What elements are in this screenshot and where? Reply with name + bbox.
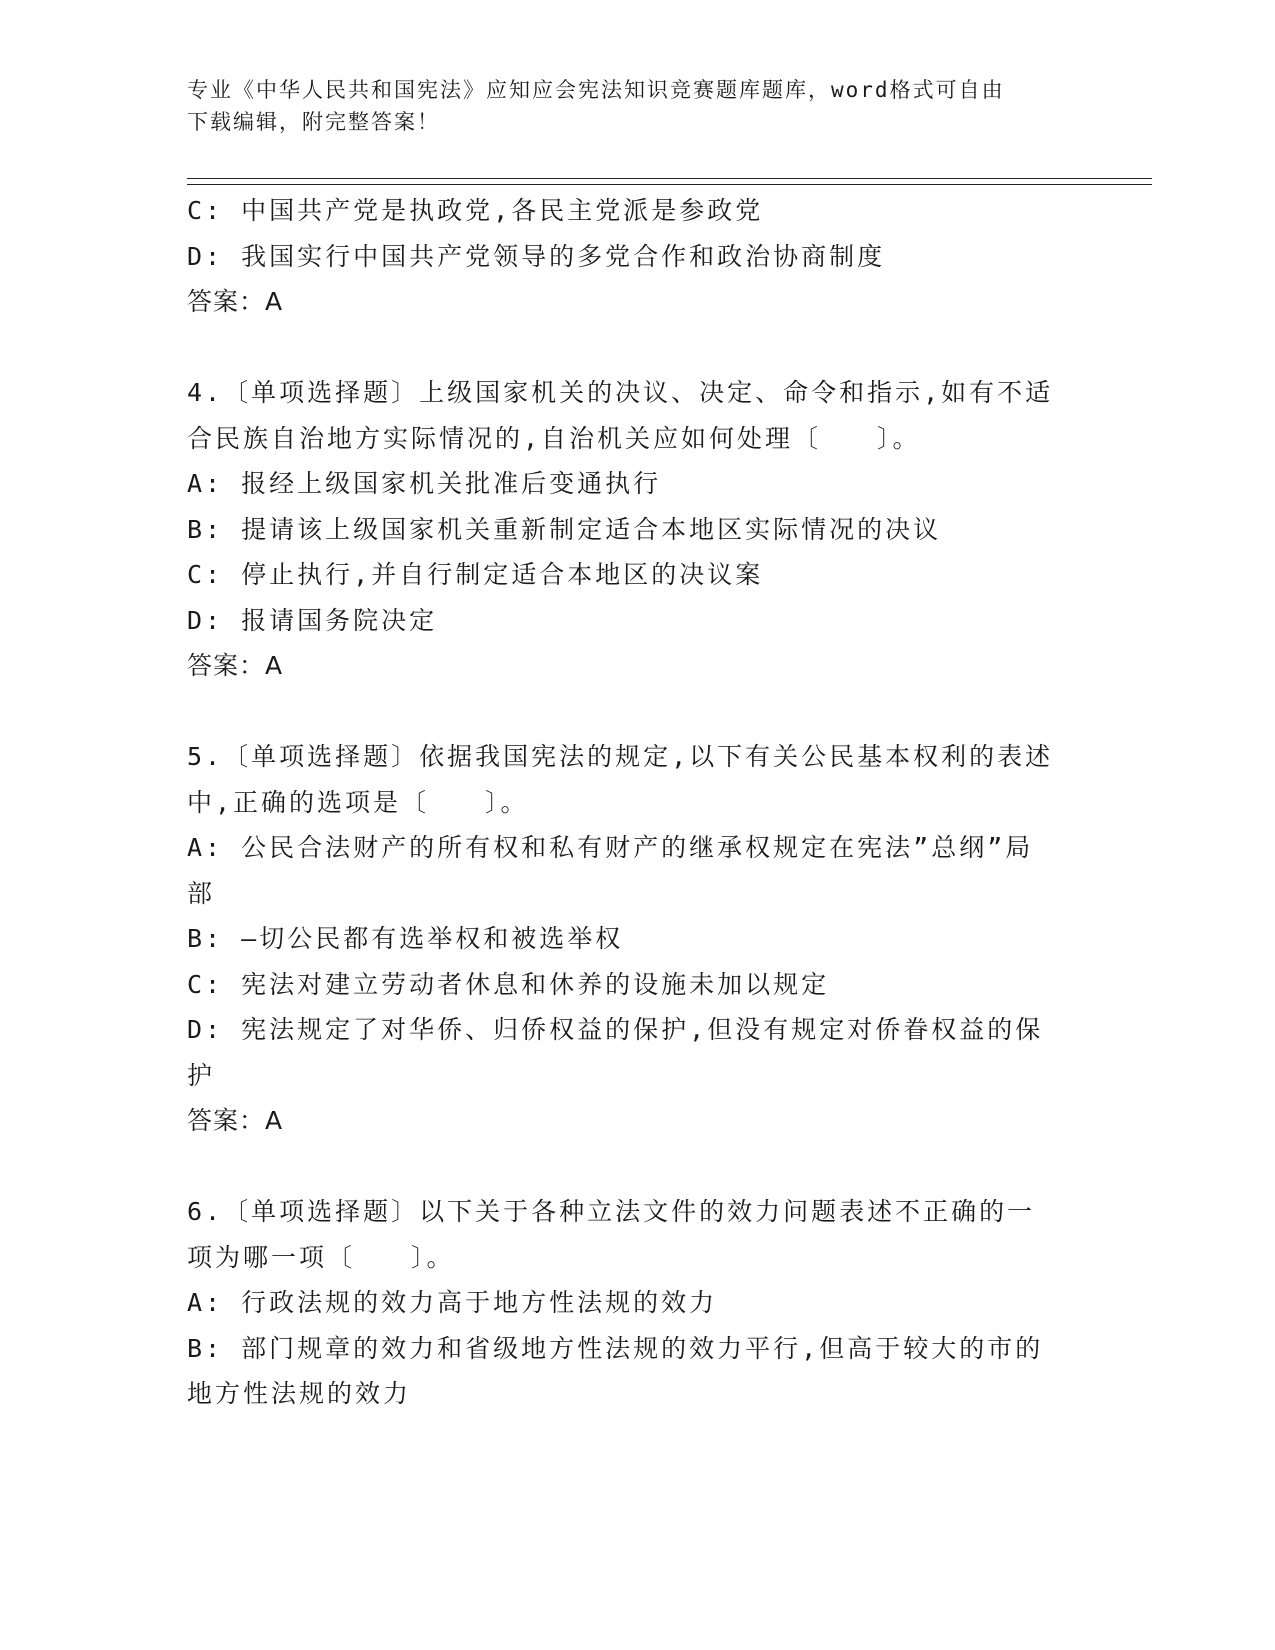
q5-option-c: C: 宪法对建立劳动者休息和休养的设施未加以规定 (187, 969, 830, 999)
q4-stem-line-2: 合民族自治地方实际情况的,自治机关应如何处理〔 〕。 (187, 423, 921, 453)
q5-answer: 答案：A (187, 1106, 284, 1135)
document-header (187, 74, 1067, 138)
q5-option-b: B: —切公民都有选举权和被选举权 (187, 924, 624, 953)
question-4 (187, 370, 1087, 689)
q3-answer: 答案：A (187, 287, 284, 316)
document-body (187, 188, 1087, 1417)
header-line-2: 下载编辑，附完整答案！ (187, 110, 440, 134)
question-3-continued (187, 188, 1087, 325)
q3-option-d: D: 我国实行中国共产党领导的多党合作和政治协商制度 (187, 241, 886, 271)
q5-option-d-line-1: D: 宪法规定了对华侨、归侨权益的保护,但没有规定对侨眷权益的保 (187, 1015, 1044, 1044)
q4-answer: 答案：A (187, 651, 284, 680)
q6-option-b-line-2: 地方性法规的效力 (187, 1379, 412, 1408)
q5-option-a-line-1: A: 公民合法财产的所有权和私有财产的继承权规定在宪法”总纲”局 (187, 833, 1034, 862)
q5-option-a-line-2: 部 (187, 878, 216, 908)
header-divider-top (187, 178, 1152, 179)
q5-option-d-line-2: 护 (187, 1060, 216, 1090)
q4-option-b: B: 提请该上级国家机关重新制定适合本地区实际情况的决议 (187, 514, 942, 544)
q4-stem-line-1: 4.〔单项选择题〕上级国家机关的决议、决定、命令和指示,如有不适 (187, 378, 1054, 407)
q6-option-a: A: 行政法规的效力高于地方性法规的效力 (187, 1288, 718, 1317)
q5-stem-line-2: 中,正确的选项是〔 〕。 (187, 787, 529, 817)
q6-option-b-line-1: B: 部门规章的效力和省级地方性法规的效力平行,但高于较大的市的 (187, 1333, 1044, 1363)
q6-stem-line-1: 6.〔单项选择题〕以下关于各种立法文件的效力问题表述不正确的一 (187, 1197, 1036, 1226)
q4-option-c: C: 停止执行,并自行制定适合本地区的决议案 (187, 560, 764, 589)
q5-stem-line-1: 5.〔单项选择题〕依据我国宪法的规定,以下有关公民基本权利的表述 (187, 742, 1054, 771)
q4-option-d: D: 报请国务院决定 (187, 605, 438, 635)
header-line-1: 专业《中华人民共和国宪法》应知应会宪法知识竞赛题库题库，word格式可自由 (187, 78, 1005, 102)
question-5 (187, 734, 1087, 1144)
question-6 (187, 1189, 1087, 1417)
q6-stem-line-2: 项为哪一项〔 〕。 (187, 1242, 455, 1272)
q4-option-a: A: 报经上级国家机关批准后变通执行 (187, 469, 662, 498)
q3-option-c: C: 中国共产党是执政党,各民主党派是参政党 (187, 196, 764, 225)
header-divider-bottom (187, 184, 1152, 185)
